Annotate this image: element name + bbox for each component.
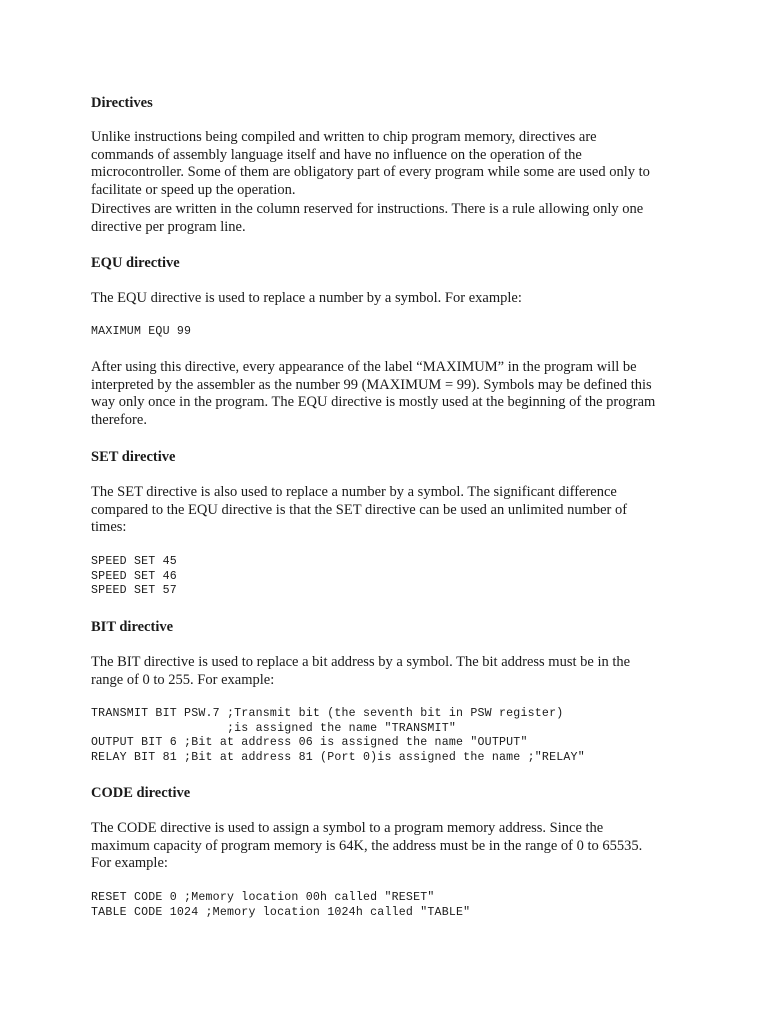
text-line: directive per program line. bbox=[91, 218, 246, 235]
text-line: The EQU directive is used to replace a number by a symbol. For example: bbox=[91, 290, 522, 306]
section-heading-directives: Directives bbox=[91, 95, 153, 111]
text-line: maximum capacity of program memory is 64K, the address must be in the range of 0 to 65535. bbox=[91, 837, 643, 854]
text-line: The CODE directive is used to assign a symbol to a program memory address. Since the bbox=[91, 820, 604, 836]
code-line: SPEED SET 46 bbox=[91, 569, 177, 583]
code-line: RELAY BIT 81 ;Bit at address 81 (Port 0)is assigned the name ;"RELAY" bbox=[91, 750, 585, 764]
section-heading-equ: EQU directive bbox=[91, 255, 180, 271]
text-line: microcontroller. Some of them are obligatory part of every program while some are used only to bbox=[91, 164, 650, 181]
text-line: The SET directive is also used to replace a number by a symbol. The significant difference bbox=[91, 484, 617, 500]
bit-code-block bbox=[91, 707, 585, 765]
code-paragraph bbox=[91, 820, 642, 873]
text-line: therefore. bbox=[91, 411, 147, 428]
code-line: SPEED SET 45 bbox=[91, 555, 177, 568]
section-heading-set: SET directive bbox=[91, 449, 176, 465]
text-line: Directives are written in the column reserved for instructions. There is a rule allowing only one bbox=[91, 201, 644, 217]
code-line: ;is assigned the name "TRANSMIT" bbox=[91, 721, 457, 735]
text-line: The BIT directive is used to replace a bit address by a symbol. The bit address must be in the bbox=[91, 654, 631, 670]
intro-paragraph-2 bbox=[91, 201, 643, 236]
code-line: OUTPUT BIT 6 ;Bit at address 06 is assigned the name "OUTPUT" bbox=[91, 736, 528, 749]
text-line: times: bbox=[91, 519, 127, 536]
text-line: compared to the EQU directive is that the SET directive can be used an unlimited number of bbox=[91, 501, 628, 518]
section-heading-code: CODE directive bbox=[91, 785, 191, 801]
set-code-block bbox=[91, 555, 177, 599]
text-line: interpreted by the assembler as the number 99 (MAXIMUM = 99). Symbols may be defined this bbox=[91, 376, 652, 393]
section-heading-bit: BIT directive bbox=[91, 619, 174, 635]
text-line: facilitate or speed up the operation. bbox=[91, 181, 296, 198]
code-line: TRANSMIT BIT PSW.7 ;Transmit bit (the seventh bit in PSW register) bbox=[91, 707, 564, 720]
text-line: commands of assembly language itself and have no influence on the operation of the bbox=[91, 146, 582, 163]
bit-paragraph bbox=[91, 654, 630, 689]
intro-paragraph-1 bbox=[91, 129, 650, 199]
equ-code-block bbox=[91, 325, 191, 340]
code-line: TABLE CODE 1024 ;Memory location 1024h called "TABLE" bbox=[91, 905, 471, 919]
code-line: RESET CODE 0 ;Memory location 00h called "RESET" bbox=[91, 891, 435, 904]
text-line: Unlike instructions being compiled and written to chip program memory, directives are bbox=[91, 129, 597, 145]
set-paragraph bbox=[91, 484, 627, 537]
code-code-block bbox=[91, 891, 470, 920]
text-line: For example: bbox=[91, 855, 168, 872]
code-line: MAXIMUM EQU 99 bbox=[91, 325, 192, 338]
equ-paragraph bbox=[91, 359, 655, 429]
code-line: SPEED SET 57 bbox=[91, 584, 177, 597]
text-line: way only once in the program. The EQU directive is mostly used at the beginning of the program bbox=[91, 394, 656, 411]
text-line: After using this directive, every appearance of the label “MAXIMUM” in the program will be bbox=[91, 359, 637, 375]
text-line: range of 0 to 255. For example: bbox=[91, 671, 275, 688]
equ-intro-text bbox=[91, 290, 522, 308]
